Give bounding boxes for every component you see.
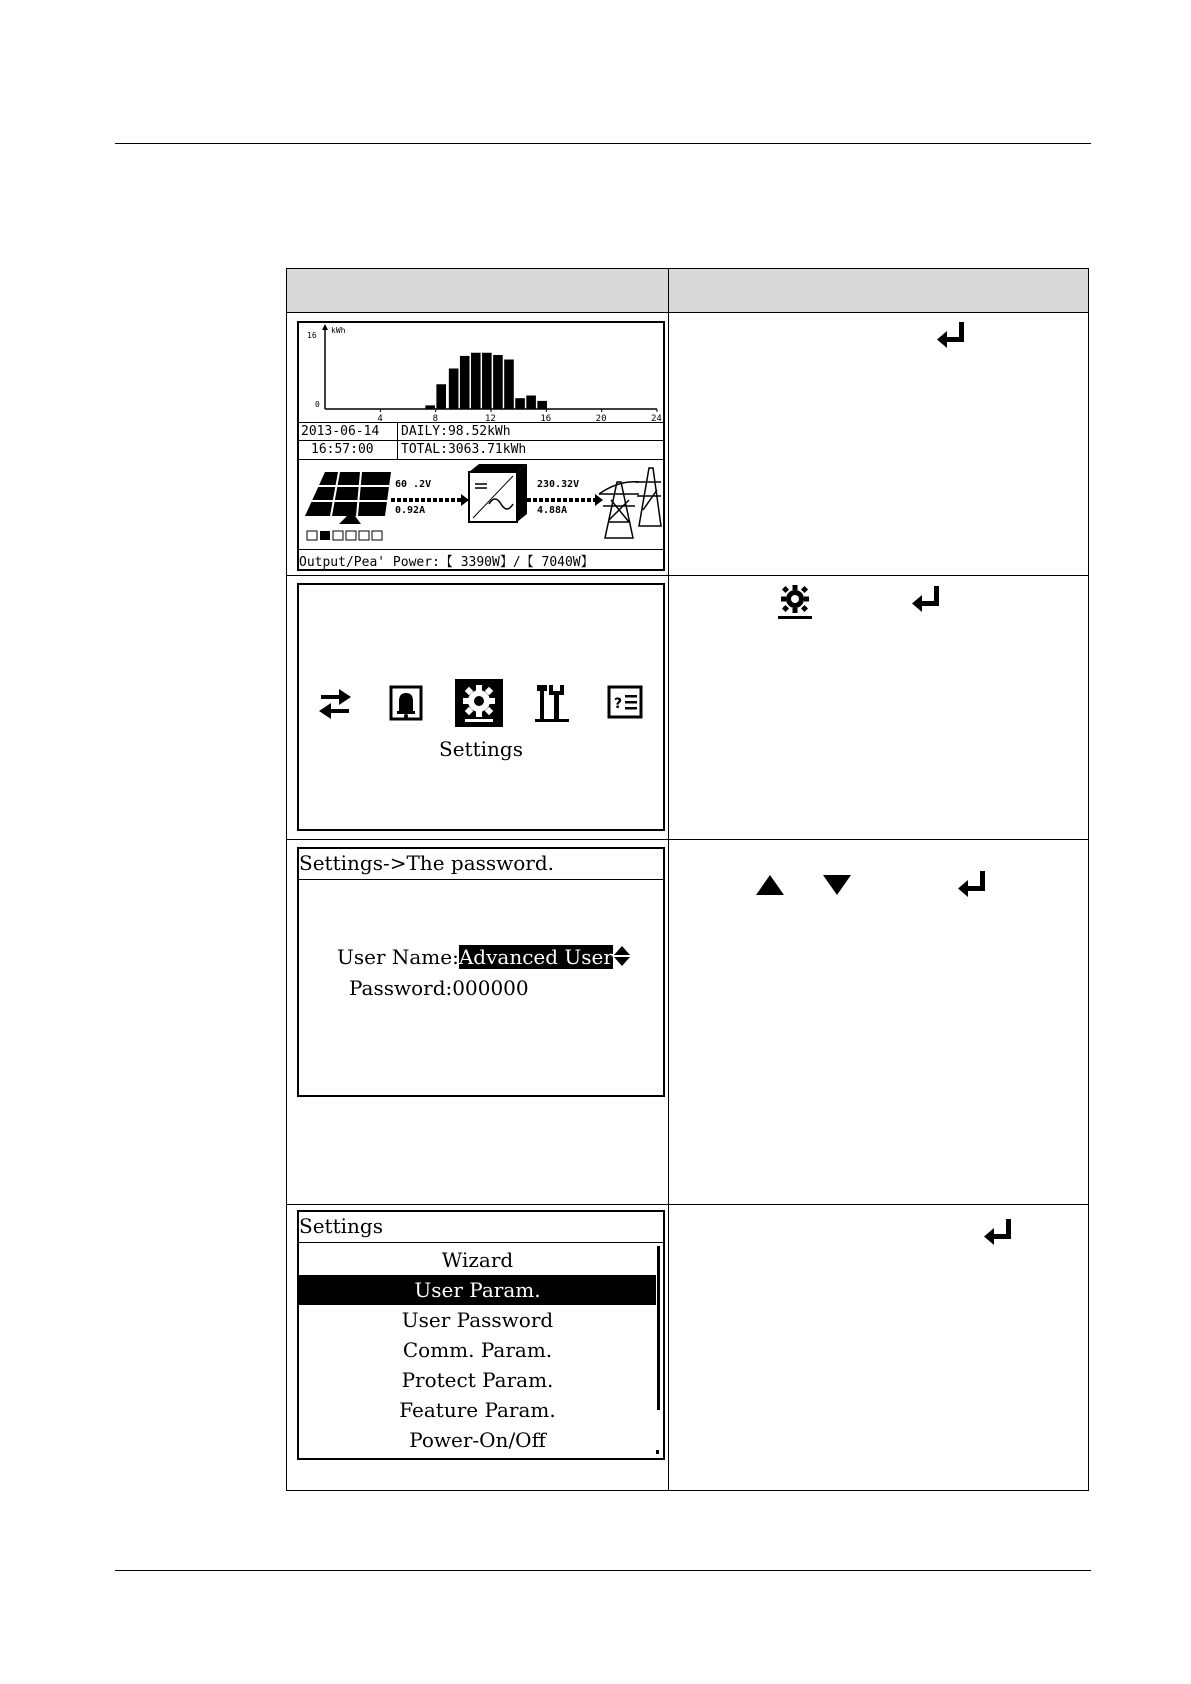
selected-menu-label: Settings <box>439 737 523 761</box>
row-divider <box>287 1204 1088 1205</box>
svg-text:?: ? <box>614 696 623 712</box>
header-rule <box>115 143 1091 144</box>
inverter-icon <box>469 464 527 522</box>
menu-item-user-password[interactable]: User Password <box>401 1308 554 1332</box>
column-divider <box>668 269 669 1490</box>
screen-title: Settings <box>299 1214 383 1238</box>
maintenance-icon <box>535 683 571 723</box>
procedure-table <box>286 268 1089 1491</box>
menu-item-user-param[interactable]: User Param. <box>299 1275 656 1305</box>
table-header <box>287 269 1088 313</box>
lcd-password-screen <box>297 847 665 1097</box>
enter-icon <box>984 1219 1014 1245</box>
settings-gear-icon-selected <box>455 679 503 727</box>
x-tick-label: 16 <box>540 414 552 423</box>
chart-separator <box>299 422 663 423</box>
chart-bar <box>526 396 536 410</box>
grid-voltage-text: 230.32V <box>537 479 580 490</box>
x-tick-label: 24 <box>651 414 662 423</box>
lcd-settings-menu-screen <box>297 1210 665 1460</box>
chart-bar <box>460 356 470 409</box>
enter-icon <box>912 586 942 612</box>
x-tick-label: 4 <box>377 414 383 423</box>
title-underline <box>299 1242 663 1243</box>
chart-bar <box>436 384 446 409</box>
output-power-text: Output/Pea' Power:【 3390W】/【 7040W】 <box>299 555 594 570</box>
chart-bar <box>482 353 492 409</box>
menu-item-wizard[interactable]: Wizard <box>441 1248 514 1272</box>
power-grid-tower-icon <box>599 468 661 538</box>
time-text: 16:57:00 <box>311 442 374 457</box>
chart-bar <box>471 353 481 409</box>
swap-icon <box>317 685 353 721</box>
info-icon <box>607 685 643 719</box>
date-text: 2013-06-14 <box>301 424 380 439</box>
info-separator <box>299 440 663 441</box>
user-name-label: User Name: <box>337 945 459 969</box>
scroll-end-marker <box>656 1450 659 1454</box>
screen-title: Settings->The password. <box>299 851 555 875</box>
menu-item-feature-param[interactable]: Feature Param. <box>399 1398 556 1422</box>
output-separator <box>299 549 663 550</box>
chart-bar <box>493 355 503 409</box>
y-axis-unit-label: kWh <box>331 326 346 335</box>
enter-icon <box>937 322 967 348</box>
row-divider <box>287 839 1088 840</box>
up-arrow-icon <box>755 874 785 896</box>
password-row <box>349 976 529 1000</box>
user-name-row <box>337 945 631 969</box>
energy-flow-diagram <box>299 460 663 552</box>
total-energy-text: TOTAL:3063.71kWh <box>401 442 527 457</box>
x-tick-label: 8 <box>432 414 439 423</box>
lcd-default-screen <box>297 321 665 571</box>
daily-energy-text: DAILY:98.52kWh <box>401 424 511 439</box>
y-tick-label: 0 <box>315 400 320 409</box>
scrollbar[interactable] <box>657 1246 660 1410</box>
grid-current-text: 4.88A <box>537 505 568 516</box>
up-down-arrows-icon <box>613 945 631 967</box>
menu-item-power-on-off[interactable]: Power-On/Off <box>409 1428 546 1452</box>
gear-icon <box>776 584 814 620</box>
x-tick-label: 20 <box>595 414 607 423</box>
password-value[interactable]: 000000 <box>452 976 529 1000</box>
title-underline <box>299 879 663 880</box>
menu-item-comm-param[interactable]: Comm. Param. <box>402 1338 553 1362</box>
chart-bar <box>504 360 514 410</box>
daily-energy-chart <box>299 323 663 423</box>
chart-bar <box>515 398 525 409</box>
lcd-main-menu-screen <box>297 583 665 831</box>
pv-current-text: 0.92A <box>395 505 426 516</box>
chart-bar <box>449 369 459 410</box>
pv-voltage-text: 60 .2V <box>395 479 432 490</box>
password-label: Password: <box>349 976 453 1000</box>
menu-item-protect-param[interactable]: Protect Param. <box>401 1368 554 1392</box>
footer-rule <box>115 1570 1091 1571</box>
user-name-value[interactable]: Advanced User <box>458 945 613 969</box>
x-tick-label: 12 <box>485 414 496 423</box>
row-divider <box>287 575 1088 576</box>
down-arrow-icon <box>822 874 852 896</box>
y-tick-label: 16 <box>307 331 317 340</box>
alarm-icon <box>389 685 423 721</box>
gear-icon <box>455 679 503 727</box>
solar-panel-icon <box>305 472 391 540</box>
chart-bar <box>537 401 547 409</box>
info-column-divider <box>397 422 398 459</box>
enter-icon <box>958 871 988 897</box>
